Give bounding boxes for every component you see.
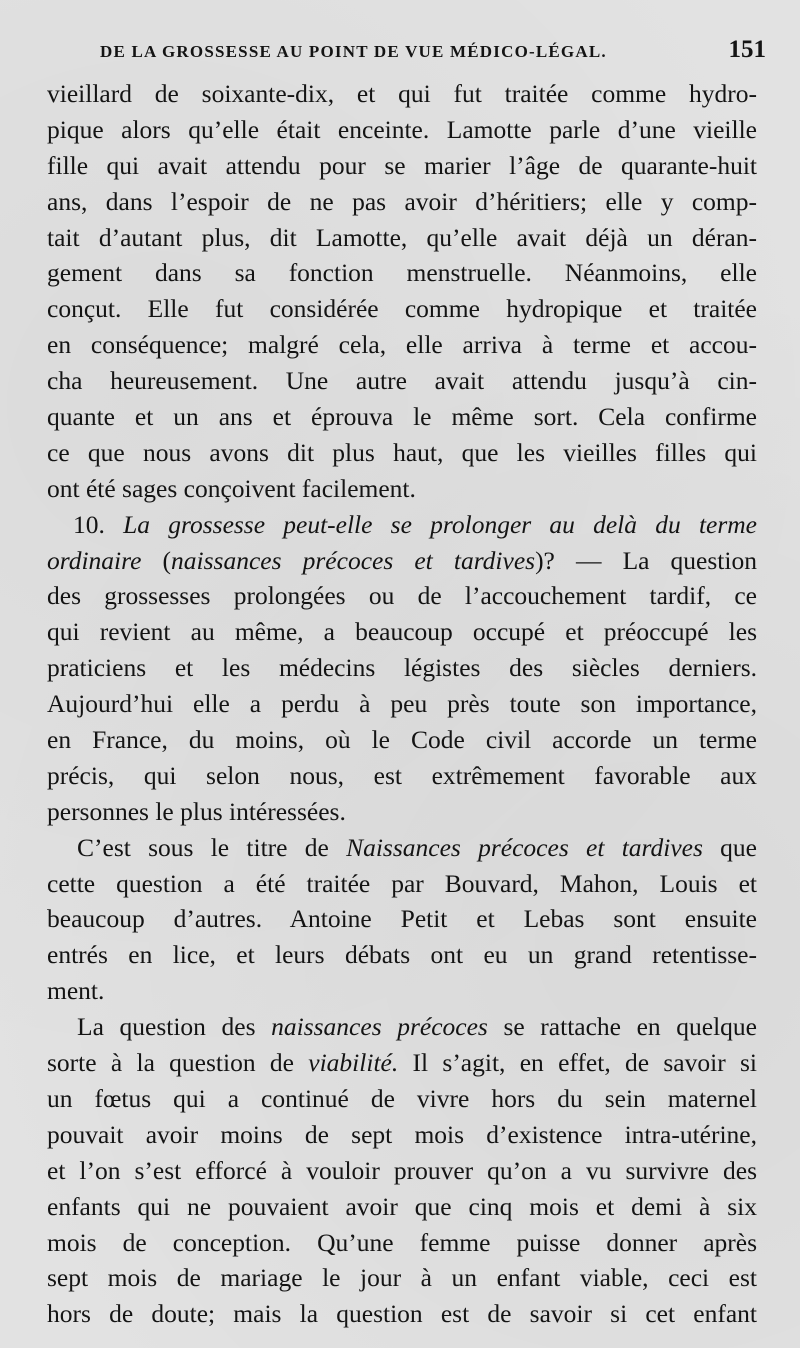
text-line: quante et un ans et éprouva le même sort. Cela confirme [47, 402, 757, 432]
text-line [47, 1009, 757, 1045]
section-title: La grossesse peut-elle se prolonger au delà du terme [123, 509, 758, 539]
text-line: personnes le plus intéressées. [47, 796, 346, 826]
italic-span: viabilité. [308, 1048, 399, 1078]
text-line: cha heureusement. Une autre avait attendu jusqu’à cin- [47, 366, 757, 396]
paragraph-section-10 [47, 507, 757, 830]
text-line: conçut. Elle fut considérée comme hydropique et traitée [47, 294, 757, 324]
text-line: en conséquence; malgré cela, elle arriva à terme et accou- [47, 330, 757, 360]
text-line: hors de doute; mais la question est de savoir si cet enfant [47, 1299, 757, 1329]
text-line: enfants qui ne pouvaient avoir que cinq mois et demi à six [47, 1191, 757, 1221]
text-line: fille qui avait attendu pour se marier l’âge de quarante-huit [47, 150, 757, 180]
page-header [100, 36, 766, 66]
text-span: se rattache en quelque [487, 1012, 757, 1042]
text-line: un fœtus qui a continué de vivre hors du sein maternel [47, 1083, 757, 1113]
text-line: mois de conception. Qu’une femme puisse donner après [47, 1227, 757, 1257]
section-number: 10. [73, 509, 105, 539]
text-line: tait d’autant plus, dit Lamotte, qu’elle avait déjà un déran- [47, 222, 757, 252]
text-line: ce que nous avons dit plus haut, que les vieilles filles qui [47, 437, 757, 467]
text-line [47, 1045, 757, 1081]
text-line [47, 830, 757, 866]
text-line: des grossesses prolongées ou de l’accouchement tardif, ce [47, 581, 757, 611]
text-line: gement dans sa fonction menstruelle. Néanmoins, elle [47, 258, 757, 288]
text-line: sept mois de mariage le jour à un enfant viable, ceci est [47, 1263, 757, 1293]
section-title-end: )? — La question [535, 545, 757, 575]
section-title-cont: ordinaire [47, 545, 142, 575]
section-subtitle: naissances précoces et tardives [171, 545, 536, 575]
text-line: ment. [47, 976, 105, 1006]
text-line: beaucoup d’autres. Antoine Petit et Lebas sont ensuite [47, 904, 757, 934]
page-body [47, 76, 757, 1332]
page-number: 151 [728, 36, 766, 63]
text-line: praticiens et les médecins légistes des siècles derniers. [47, 653, 757, 683]
italic-span: naissances précoces [271, 1012, 488, 1042]
text-line: entrés en lice, et leurs débats ont eu un grand retentisse- [47, 940, 757, 970]
section-heading-line-2: ordinaire (naissances précoces et tardives)? — La question [47, 545, 757, 575]
text-line: pouvait avoir moins de sept mois d’existence intra-utérine, [47, 1119, 757, 1149]
text-line: cette question a été traitée par Bouvard, Mahon, Louis et [47, 868, 757, 898]
text-span: La question des [77, 1012, 272, 1042]
text-line: qui revient au même, a beaucoup occupé et préoccupé les [47, 617, 757, 647]
paragraph-4 [47, 1009, 757, 1332]
text-line: ans, dans l’espoir de ne pas avoir d’héritiers; elle y comp- [47, 186, 757, 216]
text-line: vieillard de soixante-dix, et qui fut traitée comme hydro- [47, 79, 757, 108]
text-line: pique alors qu’elle était enceinte. Lamotte parle d’une vieille [47, 114, 757, 144]
text-span: que [702, 832, 757, 862]
paragraph-3 [47, 830, 757, 1009]
text-line: et l’on s’est efforcé à vouloir prouver qu’on a vu survivre des [47, 1155, 757, 1185]
text-line: ont été sages conçoivent facilement. [47, 473, 416, 503]
text-span: C’est sous le titre de [77, 832, 347, 862]
text-line: en France, du moins, où le Code civil accorde un terme [47, 725, 757, 755]
running-title: DE LA GROSSESSE AU POINT DE VUE MÉDICO-LÉGAL. [100, 42, 607, 61]
section-heading-line [47, 507, 757, 543]
paragraph-1 [47, 76, 757, 507]
text-line: Aujourd’hui elle a perdu à peu près toute son importance, [47, 689, 757, 719]
text-span: Il s’agit, en effet, de savoir si [398, 1048, 758, 1078]
text-span: sorte à la question de [47, 1048, 309, 1078]
text-line: précis, qui selon nous, est extrêmement favorable aux [47, 760, 757, 790]
italic-span: Naissances précoces et tardives [346, 832, 703, 862]
